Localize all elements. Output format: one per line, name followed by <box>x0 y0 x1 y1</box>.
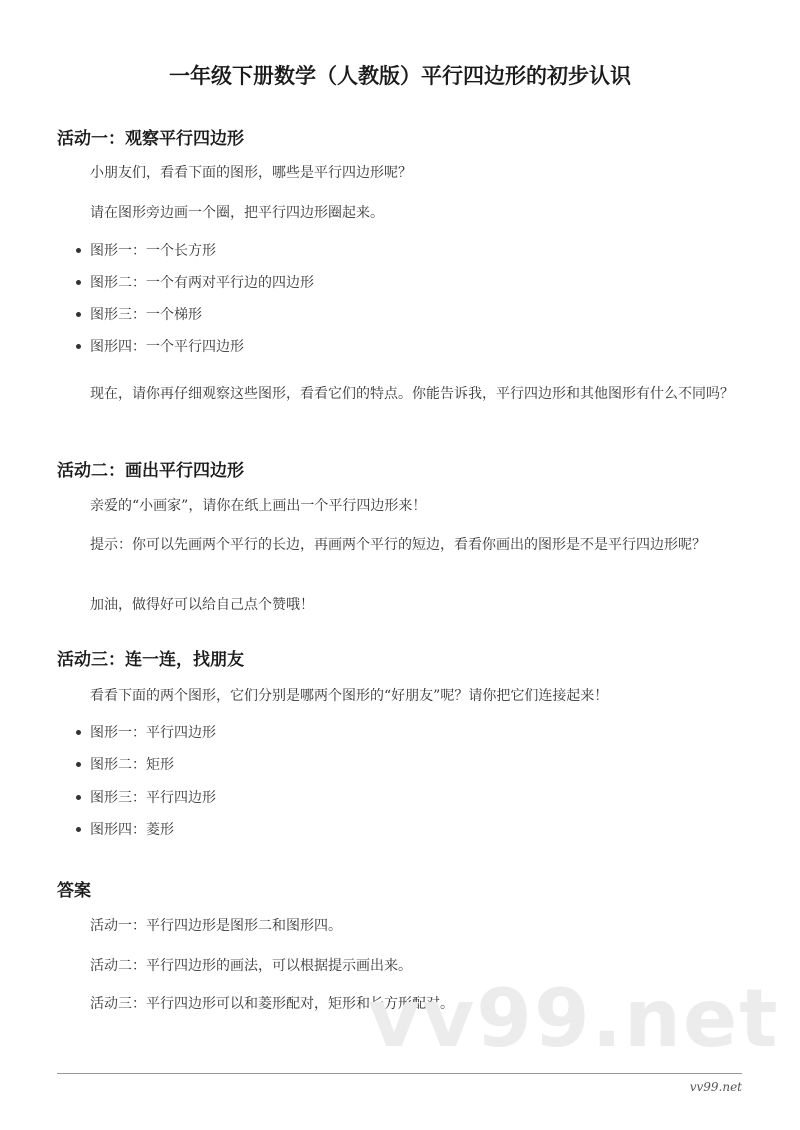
list-item: 图形二：一个有两对平行边的四边形 <box>90 272 314 292</box>
activity1-para1: 小朋友们，看看下面的图形，哪些是平行四边形呢？ <box>90 165 412 181</box>
list-item: 图形一：一个长方形 <box>90 240 216 260</box>
activity1-para2: 请在图形旁边画一个圈，把平行四边形圈起来。 <box>90 205 384 221</box>
answer-line: 活动一：平行四边形是图形二和图形四。 <box>90 918 342 934</box>
footer-divider <box>57 1073 742 1074</box>
list-item: 图形三：一个梯形 <box>90 304 202 324</box>
activity2-para3: 加油，做得好可以给自己点个赞哦！ <box>90 597 314 613</box>
activity2-heading: 活动二：画出平行四边形 <box>57 461 244 481</box>
page-title: 一年级下册数学（人教版）平行四边形的初步认识 <box>169 64 631 88</box>
activity1-para3: 现在，请你再仔细观察这些图形，看看它们的特点。你能告诉我，平行四边形和其他图形有什么不同吗？ <box>90 386 734 402</box>
footer-site: vv99.net <box>689 1080 742 1094</box>
activity2-para1: 亲爱的“小画家”，请你在纸上画出一个平行四边形来！ <box>90 498 427 514</box>
answer-line: 活动三：平行四边形可以和菱形配对，矩形和长方形配对。 <box>90 996 454 1012</box>
list-item: 图形四：一个平行四边形 <box>90 336 244 356</box>
answer-line: 活动二：平行四边形的画法，可以根据提示画出来。 <box>90 958 412 974</box>
list-item: 图形二：矩形 <box>90 754 174 774</box>
list-item: 图形四：菱形 <box>90 819 174 839</box>
watermark: vv99.net <box>368 972 780 1065</box>
list-item: 图形一：平行四边形 <box>90 722 216 742</box>
list-item: 图形三：平行四边形 <box>90 787 216 807</box>
answers-heading: 答案 <box>57 881 91 901</box>
activity2-para2: 提示：你可以先画两个平行的长边，再画两个平行的短边，看看你画出的图形是不是平行四边形呢？ <box>90 537 706 553</box>
activity1-heading: 活动一：观察平行四边形 <box>57 129 244 149</box>
activity3-para1: 看看下面的两个图形，它们分别是哪两个图形的“好朋友”呢？请你把它们连接起来！ <box>90 688 609 704</box>
activity3-heading: 活动三：连一连，找朋友 <box>57 650 244 670</box>
